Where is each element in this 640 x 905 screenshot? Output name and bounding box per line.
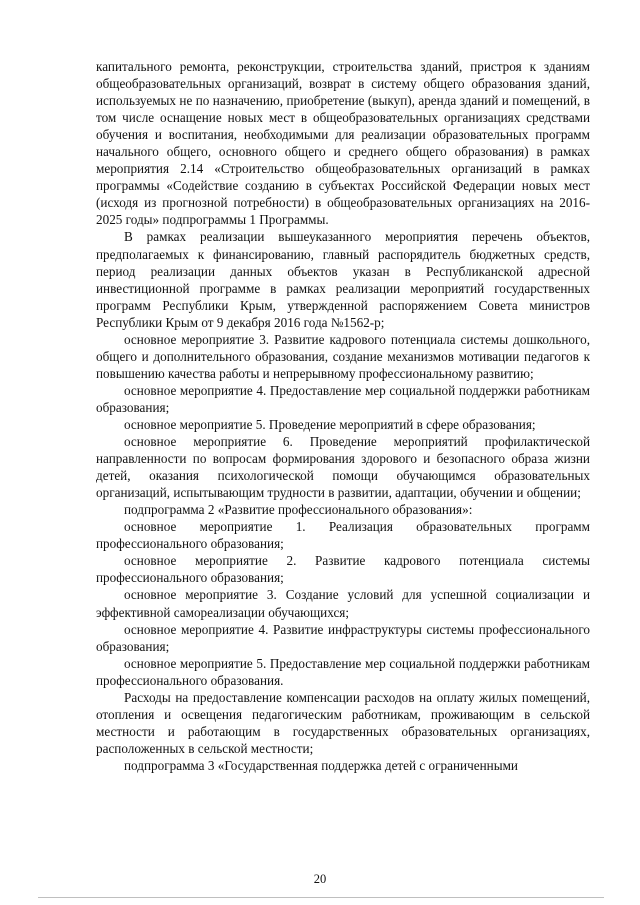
bottom-rule — [38, 897, 604, 898]
paragraph: основное мероприятие 6. Проведение мероприятий профилактической направленности по вопросам формирования здорового и безопасного образа жизни детей, оказания психологической помощи обучающимся образовательных организаций, испытывающим трудности в развитии, адаптации, обучении и общении; — [96, 434, 590, 501]
page-number: 20 — [313, 872, 327, 886]
paragraph: основное мероприятие 3. Создание условий для успешной социализации и эффективной самореализации обучающихся; — [96, 587, 590, 620]
paragraph: Расходы на предоставление компенсации расходов на оплату жилых помещений, отопления и освещения педагогическим работникам, проживающим в сельской местности и работающим в государственных образовательных организациях, расположенных в сельской местности; — [96, 689, 590, 756]
body-text — [96, 58, 590, 774]
paragraph: основное мероприятие 2. Развитие кадрового потенциала системы профессионального образования; — [96, 553, 590, 586]
paragraph: основное мероприятие 4. Предоставление мер социальной поддержки работникам образования; — [96, 382, 590, 415]
paragraph: основное мероприятие 3. Развитие кадрового потенциала системы дошкольного, общего и дополнительного образования, создание механизмов мотивации педагогов к повышению качества работы и непрерывному профессиональному развитию; — [96, 331, 590, 381]
paragraph: подпрограмма 3 «Государственная поддержка детей с ограниченными — [124, 757, 518, 773]
paragraph: основное мероприятие 4. Развитие инфраструктуры системы профессионального образования; — [96, 621, 590, 654]
paragraph: В рамках реализации вышеуказанного мероприятия перечень объектов, предполагаемых к финансированию, главный распорядитель бюджетных средств, период реализации данных объектов указан в Республиканской адресной инвестиционной программе в рамках реализации мероприятий государственных программ Республики Крым, утвержденной распоряжением Совета министров Республики Крым от 9 декабря 2016 года №1562-р; — [96, 229, 590, 330]
paragraph-continuation: капитального ремонта, реконструкции, строительства зданий, пристроя к зданиям общеобразовательных организаций, возврат в систему общего образования зданий, используемых не по назначению, приобретение (выкуп), аренда зданий и помещений, в том числе оснащение новых мест в общеобразовательных организациях средствами обучения и воспитания, необходимыми для реализации образовательных программ начального общего, основного общего и среднего общего образования) в рамках мероприятия 2.14 «Строительство общеобразовательных организаций в рамках программы «Содействие созданию в субъектах Российской Федерации новых мест (исходя из прогнозной потребности) в общеобразовательных организациях на 2016-2025 годы» подпрограммы 1 Программы. — [96, 59, 590, 228]
paragraph: основное мероприятие 5. Проведение мероприятий в сфере образования; — [124, 416, 536, 432]
paragraph: основное мероприятие 5. Предоставление мер социальной поддержки работникам профессионального образования. — [96, 655, 590, 688]
paragraph: подпрограмма 2 «Развитие профессионального образования»: — [124, 502, 473, 518]
paragraph: основное мероприятие 1. Реализация образовательных программ профессионального образования; — [96, 519, 590, 552]
